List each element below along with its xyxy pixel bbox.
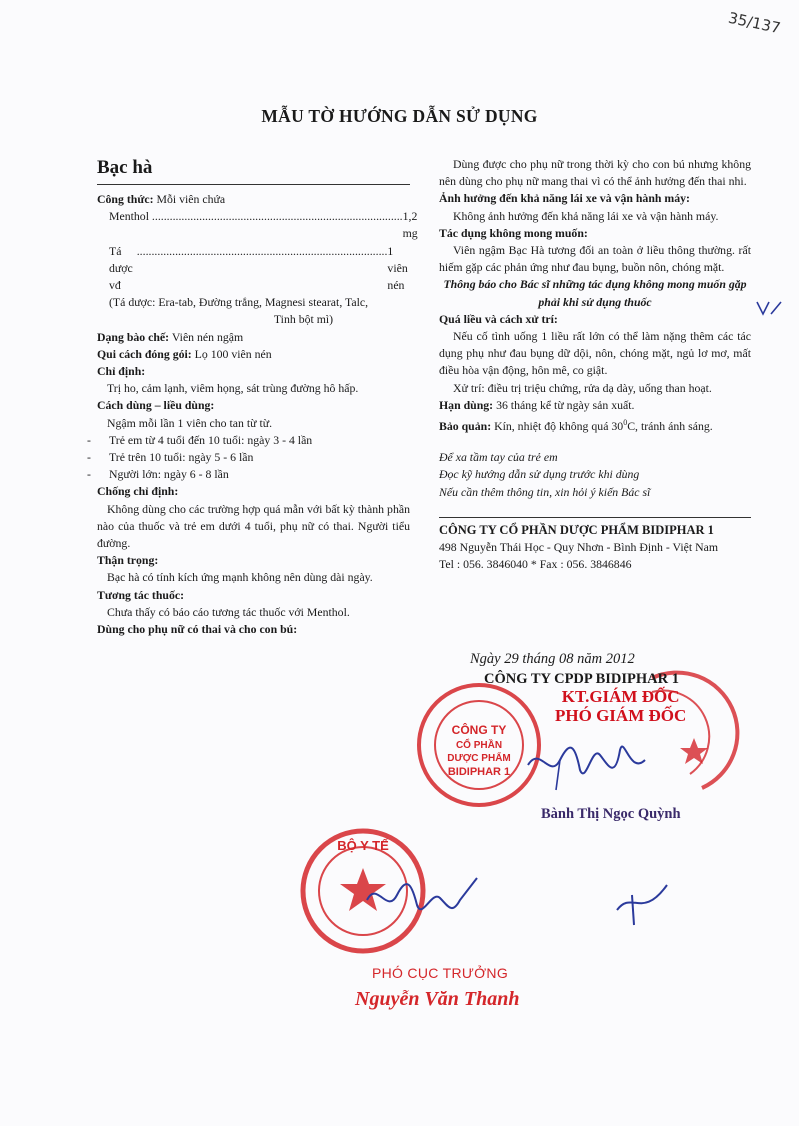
notify-doctor-note: Thông báo cho Bác sĩ những tác dụng không mong muốn gặp phải khi sử dụng thuốc xyxy=(443,277,747,309)
overdose-heading: Quá liều và cách xử trí: xyxy=(439,311,558,326)
approval-title: PHÓ CỤC TRƯỞNG xyxy=(372,965,509,981)
position-block xyxy=(555,687,686,725)
warning-line: Để xa tầm tay của trẻ em xyxy=(439,450,558,465)
treatment-text: Xử trí: điều trị triệu chứng, rửa dạ dày, uống than hoạt. xyxy=(453,380,712,395)
interaction-text: Chưa thấy có báo cáo tương tác thuốc với Menthol. xyxy=(107,604,350,619)
storage-line: Bảo quản: Kín, nhiệt độ không quá $30^0C$, tránh ánh sáng. xyxy=(439,418,713,433)
excipient-detail-2: Tinh bột mì) xyxy=(273,312,334,327)
formula-line: Công thức: Mỗi viên chứa xyxy=(97,192,226,206)
company-phone: Tel : 056. 3846040 * Fax : 056. 3846846 xyxy=(439,557,632,572)
sign-date: Ngày 29 tháng 08 năm 2012 xyxy=(470,651,635,667)
svg-text:CỔ PHẦN: CỔ PHẦN xyxy=(455,740,503,751)
position-title: KT.GIÁM ĐỐC xyxy=(561,687,680,706)
initial-mark xyxy=(612,880,672,930)
dosage-item: - Trẻ em từ 4 tuổi đến 10 tuổi: ngày 3 - 4 lần xyxy=(97,432,410,449)
expiry-line: Hạn dùng: 36 tháng kể từ ngày sản xuất. xyxy=(439,397,635,412)
drug-name: Bạc hà xyxy=(97,156,410,185)
dosage-intro: Ngậm mỗi lần 1 viên cho tan từ từ. xyxy=(107,415,273,430)
company-name: CÔNG TY CỔ PHẦN DƯỢC PHẨM BIDIPHAR 1 xyxy=(439,522,714,537)
menthol-line: Menthol ..................................................................................... 1,2 mg xyxy=(109,209,418,241)
pregnancy-text: Dùng được cho phụ nữ trong thời kỳ cho con bú nhưng không nên dùng cho phụ nữ mang thai vì có thể ảnh hưởng đến thai nhi. xyxy=(439,157,751,189)
interaction-heading: Tương tác thuốc: xyxy=(97,587,185,602)
warning-line: Đọc kỹ hướng dẫn sử dụng trước khi dùng xyxy=(439,467,640,482)
side-effects-heading: Tác dụng không mong muốn: xyxy=(439,225,588,240)
dosage-item: - Người lớn: ngày 6 - 8 lần xyxy=(97,466,410,483)
contra-text: Không dùng cho các trường hợp quá mẫn với bất kỳ thành phần nào của thuốc và trẻ em dưới 4 tuổi, phụ nữ có thai. Người tiểu đường. xyxy=(97,501,410,551)
signer-name: Bành Thị Ngọc Quỳnh xyxy=(541,806,681,822)
signature-deputy xyxy=(362,870,482,930)
caution-text: Bạc hà có tính kích ứng mạnh không nên dùng dài ngày. xyxy=(107,570,373,585)
approval-signer: Nguyễn Văn Thanh xyxy=(355,988,520,1010)
contra-heading: Chống chỉ định: xyxy=(97,484,179,499)
warning-line: Nếu cần thêm thông tin, xin hỏi ý kiến Bác sĩ xyxy=(439,484,651,499)
side-effects-text: Viên ngậm Bạc Hà tương đối an toàn ở liều thông thường. rất hiếm gặp các phản ứng như đau bụng, buồn nôn, chóng mặt. xyxy=(439,243,751,275)
indication-text: Trị ho, cảm lạnh, viêm họng, sát trùng đường hô hấp. xyxy=(107,381,359,396)
excipient-detail: (Tá dược: Era-tab, Đường trắng, Magnesi stearat, Talc, xyxy=(109,295,369,310)
signature-director xyxy=(520,725,650,795)
driving-text: Không ảnh hưởng đến khả năng lái xe và vận hành máy. xyxy=(453,208,719,223)
svg-text:BỘ Y TẾ: BỘ Y TẾ xyxy=(337,838,389,853)
margin-mark xyxy=(755,298,785,318)
driving-heading: Ảnh hưởng đến khả năng lái xe và vận hành máy: xyxy=(439,191,690,206)
company-short-name: CÔNG TY CPDP BIDIPHAR 1 xyxy=(484,671,679,687)
right-column xyxy=(439,156,751,573)
svg-text:BIDIPHAR 1: BIDIPHAR 1 xyxy=(447,766,511,778)
position-subtitle: PHÓ GIÁM ĐỐC xyxy=(555,706,687,725)
pack-line: Qui cách đóng gói: Lọ 100 viên nén xyxy=(97,346,272,361)
svg-text:DƯỢC PHẨM: DƯỢC PHẨM xyxy=(447,753,511,764)
pregnancy-heading: Dùng cho phụ nữ có thai và cho con bú: xyxy=(97,622,298,637)
overdose-text: Nếu cố tình uống 1 liều rất lớn có thể làm nặng thêm các tác dụng phụ như đau bụng dữ dội, nôn, chóng mặt, ngủ lơ mơ, mất điều hòa vận động, hôn mê, co giật. xyxy=(439,329,751,378)
excipient-line: Tá dược vđ ..................................................................................... 1 viên nén xyxy=(109,243,408,293)
indication-heading: Chỉ định: xyxy=(97,364,146,379)
document-title: MẪU TỜ HƯỚNG DẪN SỬ DỤNG xyxy=(261,106,538,126)
dosage-heading: Cách dùng – liều dùng: xyxy=(97,398,215,413)
left-column xyxy=(97,156,418,638)
caution-heading: Thận trọng: xyxy=(97,553,159,568)
company-block xyxy=(439,517,751,574)
dosage-item: - Trẻ trên 10 tuổi: ngày 5 - 6 lần xyxy=(97,449,410,466)
page-number: 35/137 xyxy=(726,8,783,38)
svg-text:CÔNG TY: CÔNG TY xyxy=(451,723,507,737)
company-address: 498 Nguyễn Thái Học - Quy Nhơn - Bình Định - Việt Nam xyxy=(439,539,719,554)
form-line: Dạng bào chế: Viên nén ngậm xyxy=(97,329,244,344)
